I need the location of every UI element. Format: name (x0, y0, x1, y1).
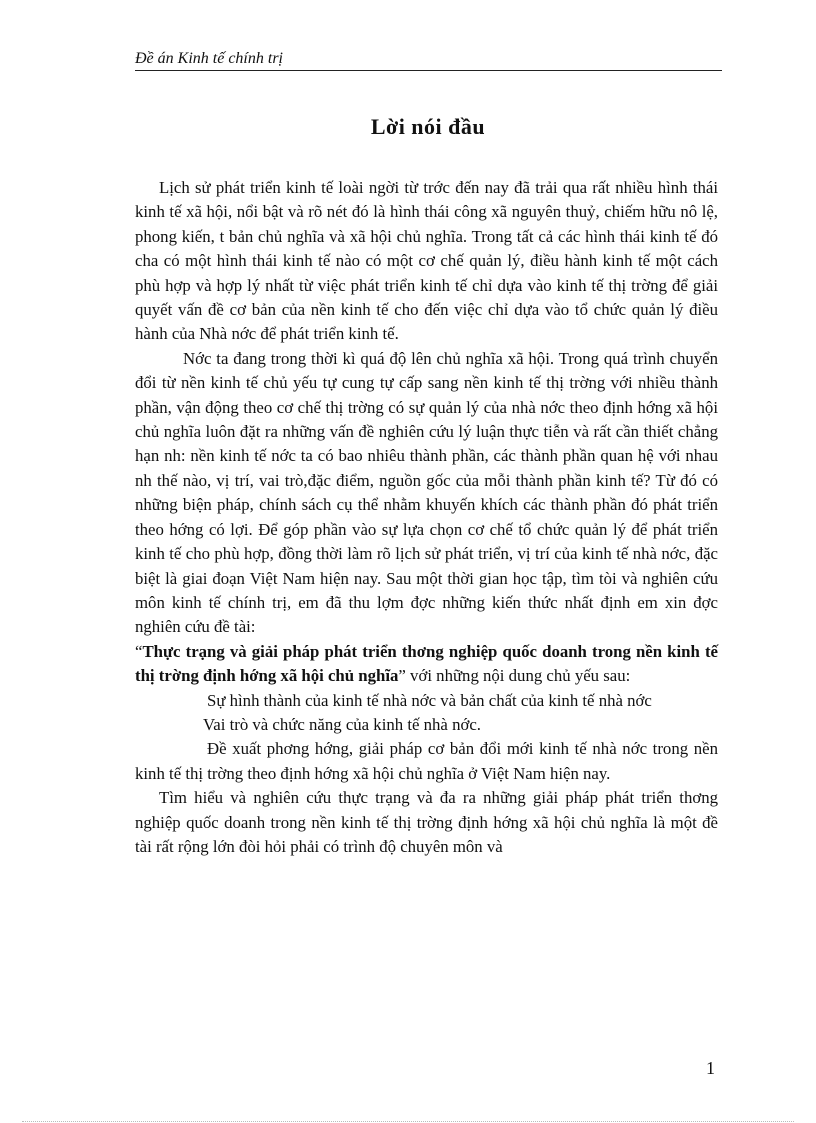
topic-rest: ” với những nội dung chủ yếu sau: (398, 666, 631, 686)
page-bottom-divider (22, 1121, 794, 1122)
topic-title: Thực trạng và giải pháp phát triển thơng nghiệp quốc doanh trong nền kinh tế thị trờng định hớng xã hội chủ nghĩa (135, 641, 718, 686)
running-header (135, 50, 722, 71)
page-number: 1 (706, 1058, 715, 1078)
paragraph-context: Nớc ta đang trong thời kì quá độ lên chủ nghĩa xã hội. Trong quá trình chuyển đổi từ nền kinh tế chủ yếu tự cung tự cấp sang nền kinh tế thị trờng với nhiều thành phần, vận động theo cơ chế thị trờng có sự quản lý của nhà nớc theo định hớng xã hội chủ nghĩa luôn đặt ra những vấn đề nghiên cứu lý luận thực tiễn và rất cần thiết chẳng hạn nh: nền kinh tế nớc ta có bao nhiêu thành phần, các thành phần quan hệ với nhau nh thế nào, vị trí, vai trò,đặc điểm, nguồn gốc của mỗi thành phần kinh tế? Từ đó có những biện pháp, chính sách cụ thể nhằm khuyến khích các thành phần đó phát triển theo hớng có lợi. Để góp phần vào sự lựa chọn cơ chế tổ chức quản lý để phát triển kinh tế cho phù hợp, đồng thời làm rõ lịch sử phát triển, vị trí của kinh tế nhà nớc, đặc biệt là giai đoạn Việt Nam hiện nay. Sau một thời gian học tập, tìm tòi và nghiên cứu môn kinh tế chính trị, em đã thu lợm đợc những kiến thức nhất định em xin đợc nghiên cứu đề tài: (135, 348, 718, 637)
page-title: Lời nói đầu (370, 114, 486, 139)
list-item-2: Vai trò và chức năng của kinh tế nhà nớc. (203, 714, 481, 734)
header-text: Đề án Kinh tế chính trị (135, 50, 283, 67)
body-text (135, 176, 718, 859)
list-item-3: Đề xuất phơng hớng, giải pháp cơ bản đổi mới kinh tế nhà nớc trong nền kinh tế thị trờng theo định hớng xã hội chủ nghĩa ở Việt Nam hiện nay. (135, 739, 718, 783)
list-item-1: Sự hình thành của kinh tế nhà nớc và bản chất của kinh tế nhà nớc (207, 690, 652, 710)
paragraph-closing: Tìm hiểu và nghiên cứu thực trạng và đa ra những giải pháp phát triển thơng nghiệp quốc doanh trong nền kinh tế thị trờng định hớng xã hội chủ nghĩa là một đề tài rất rộng lớn đòi hỏi phải có trình độ chuyên môn và (135, 788, 718, 856)
paragraph-intro: Lịch sử phát triển kinh tế loài ngời từ trớc đến nay đã trải qua rất nhiều hình thái kinh tế xã hội, nổi bật và rõ nét đó là hình thái công xã nguyên thuỷ, chiếm hữu nô lệ, phong kiến, t bản chủ nghĩa và xã hội chủ nghĩa. Trong tất cả các hình thái kinh tế đó cha có một hình thái kinh tế nào có một cơ chế quản lý, điều hành kinh tế một cách phù hợp và hợp lý nhất từ việc phát triển kinh tế chỉ dựa vào kinh tế thị trờng để giải quyết vấn đề cơ bản của nền kinh tế cho đến việc chỉ dựa vào tổ chức quản lý điều hành của Nhà nớc để phát triển kinh tế. (135, 178, 718, 344)
paragraph-topic (135, 640, 718, 689)
quote-open: “ (135, 641, 143, 661)
